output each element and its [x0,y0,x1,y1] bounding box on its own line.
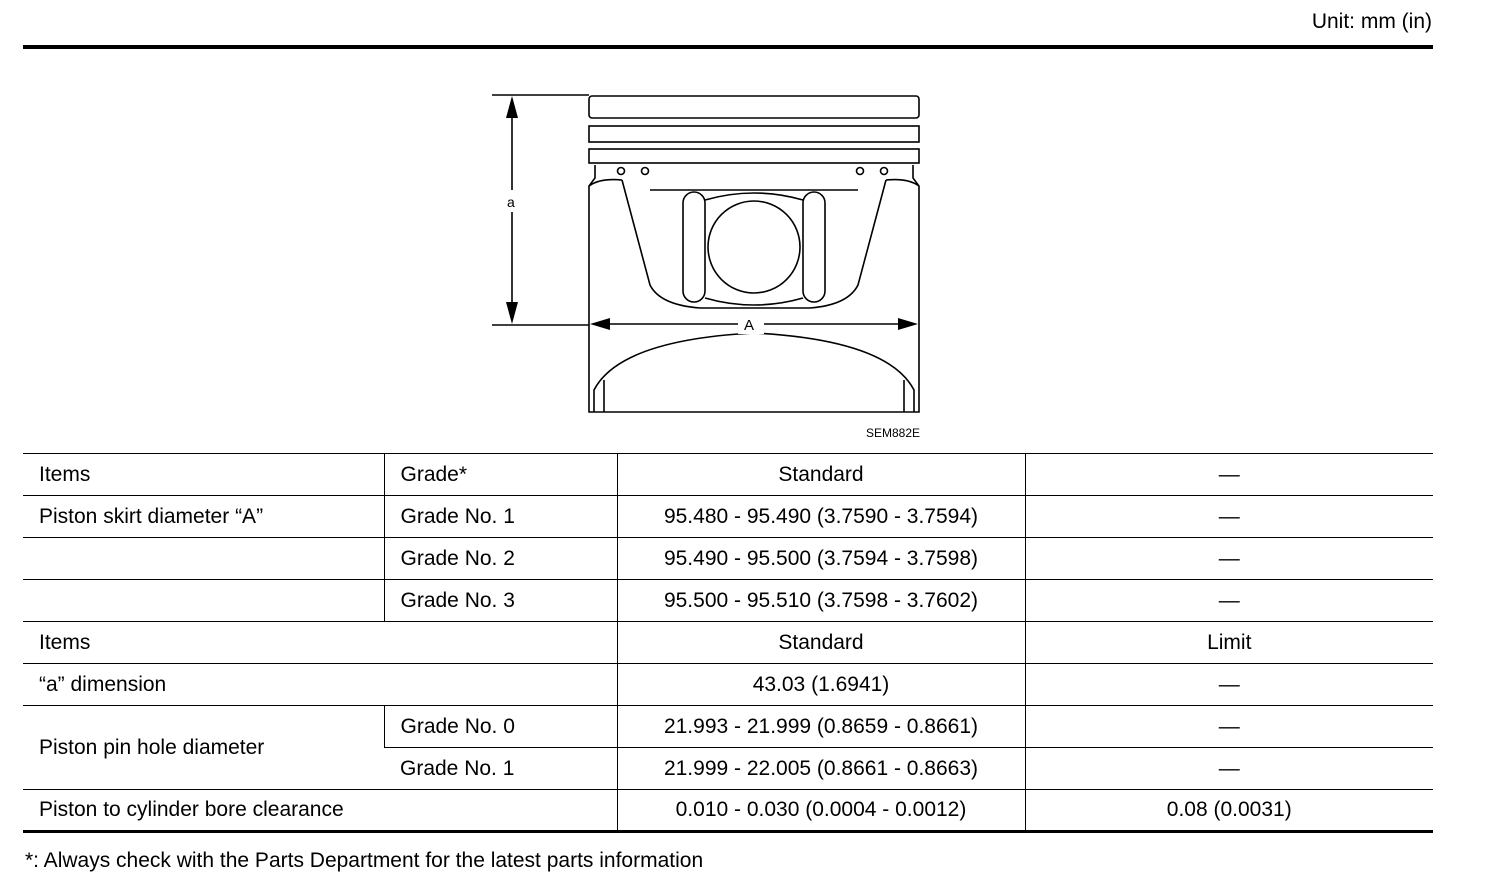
table-row [23,538,1433,580]
table-row [23,622,1433,664]
table-row [23,664,1433,706]
standard-cell: 43.03 (1.6941) [617,664,1025,706]
item-cell: Piston skirt diameter “A” [23,496,384,538]
header-standard: Standard [617,454,1025,496]
standard-cell: 95.480 - 95.490 (3.7590 - 3.7594) [617,496,1025,538]
header-items: Items [23,454,384,496]
table-row [23,790,1433,832]
item-cell [23,580,384,622]
limit-cell: 0.08 (0.0031) [1025,790,1433,832]
top-divider [23,45,1433,49]
dimension-A-label: A [744,317,755,334]
piston-spec-table [23,453,1433,833]
item-cell [23,538,384,580]
header-standard: Standard [617,622,1025,664]
table-row [23,454,1433,496]
table-row [23,706,1433,748]
header-limit: — [1025,454,1433,496]
piston-diagram [470,80,970,450]
unit-label: Unit: mm (in) [1311,10,1432,33]
header-items: Items [23,622,617,664]
grade-cell: Grade No. 1 [384,496,617,538]
table-row [23,496,1433,538]
limit-cell: — [1025,748,1433,790]
standard-cell: 95.500 - 95.510 (3.7598 - 3.7602) [617,580,1025,622]
standard-cell: 0.010 - 0.030 (0.0004 - 0.0012) [617,790,1025,832]
limit-cell: — [1025,496,1433,538]
standard-cell: 21.993 - 21.999 (0.8659 - 0.8661) [617,706,1025,748]
figure-code: SEM882E [866,426,921,440]
limit-cell: — [1025,538,1433,580]
header-grade: Grade* [384,454,617,496]
header-limit: Limit [1025,622,1433,664]
standard-cell: 95.490 - 95.500 (3.7594 - 3.7598) [617,538,1025,580]
limit-cell: — [1025,580,1433,622]
item-cell: “a” dimension [23,664,617,706]
grade-cell: Grade No. 0 [384,706,617,748]
table-row [23,580,1433,622]
footnote: *: Always check with the Parts Department for the latest parts information [25,849,704,872]
grade-cell: Grade No. 2 [384,538,617,580]
limit-cell: — [1025,706,1433,748]
item-cell: Piston pin hole diameter [23,706,384,790]
standard-cell: 21.999 - 22.005 (0.8661 - 0.8663) [617,748,1025,790]
item-cell: Piston to cylinder bore clearance [23,790,617,832]
dimension-a-label: a [507,194,515,210]
grade-cell: Grade No. 3 [384,580,617,622]
limit-cell: — [1025,664,1433,706]
grade-cell: Grade No. 1 [384,748,617,790]
